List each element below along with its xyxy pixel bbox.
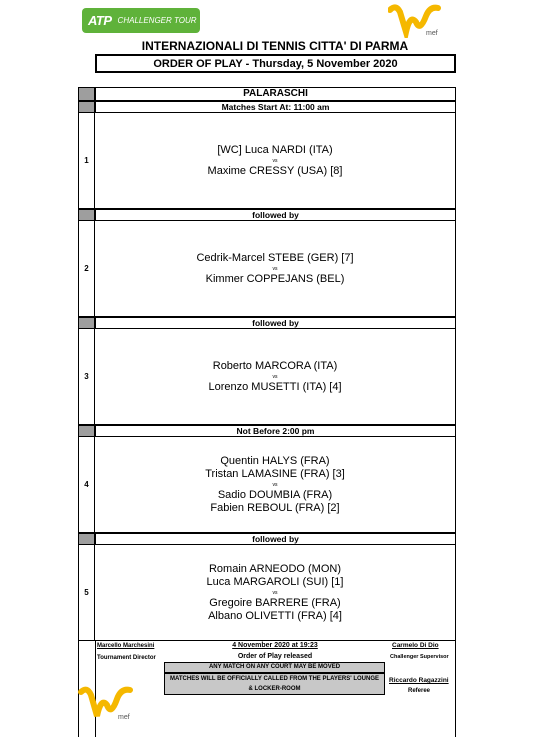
match-row [95, 113, 456, 209]
match-row [95, 329, 456, 425]
mef-logo-icon [78, 684, 138, 722]
player-name: Fabien REBOUL (FRA) [2] [210, 501, 340, 514]
match-number: 3 [78, 329, 95, 425]
match-row [95, 437, 456, 533]
separator-label: followed by [95, 317, 456, 329]
match-number: 5 [78, 545, 95, 641]
player-name: Gregoire BARRERE (FRA) [209, 596, 341, 609]
atp-logo-tour: CHALLENGER TOUR [117, 15, 197, 25]
player-name: Sadio DOUMBIA (FRA) [217, 488, 333, 501]
player-name: Albano OLIVETTI (FRA) [4] [208, 609, 342, 622]
separator-label: followed by [95, 209, 456, 221]
separator-gray [78, 209, 95, 221]
separator-gray [78, 317, 95, 329]
player-name: Romain ARNEODO (MON) [208, 562, 342, 575]
mef-logo-icon [388, 2, 444, 38]
referee-name: Riccardo Ragazzini [389, 677, 449, 684]
separator-label: Not Before 2:00 pm [95, 425, 456, 437]
referee-role: Referee [408, 688, 431, 694]
match-row [95, 221, 456, 317]
player-name: Tristan LAMASINE (FRA) [3] [205, 467, 345, 480]
svg-text:mef: mef [426, 30, 438, 37]
match-number: 2 [78, 221, 95, 317]
vs-label: vs [272, 157, 278, 164]
released-time: 4 November 2020 at 19:23 [232, 642, 318, 649]
separator-gray [78, 533, 95, 545]
vs-label: vs [272, 373, 278, 380]
match-row [95, 545, 456, 641]
director-name: Marcello Marchesini [97, 643, 155, 649]
separator-gray [78, 425, 95, 437]
vs-label: vs [272, 265, 278, 272]
court-name: PALARASCHI [95, 87, 456, 101]
player-name: Cedrik-Marcel STEBE (GER) [7] [196, 251, 354, 264]
director-role: Tournament Director [97, 655, 156, 661]
atp-logo-word: ATP [88, 13, 112, 28]
player-name: Maxime CRESSY (USA) [8] [207, 164, 343, 177]
supervisor-name: Carmelo Di Dio [392, 642, 439, 649]
court-header-gray [78, 87, 95, 101]
vs-label: vs [272, 589, 278, 596]
notice-moved: ANY MATCH ON ANY COURT MAY BE MOVED [164, 662, 385, 673]
vs-label: vs [272, 481, 278, 488]
start-time-label: Matches Start At: 11:00 am [95, 101, 456, 113]
released-label: Order of Play released [237, 653, 313, 660]
atp-challenger-logo [82, 8, 200, 33]
separator-label: followed by [95, 533, 456, 545]
event-title: INTERNAZIONALI DI TENNIS CITTA' DI PARMA [141, 39, 409, 53]
player-name: Luca MARGAROLI (SUI) [1] [206, 575, 344, 588]
player-name: [WC] Luca NARDI (ITA) [217, 143, 333, 156]
player-name: Kimmer COPPEJANS (BEL) [205, 272, 345, 285]
match-number: 1 [78, 113, 95, 209]
order-of-play-title: ORDER OF PLAY - Thursday, 5 November 2020 [95, 54, 456, 73]
player-name: Roberto MARCORA (ITA) [212, 359, 338, 372]
player-name: Quentin HALYS (FRA) [220, 454, 330, 467]
notice-called: MATCHES WILL BE OFFICIALLY CALLED FROM THE PLAYERS' LOUNGE & LOCKER-ROOM [164, 673, 385, 695]
svg-text:mef: mef [118, 714, 130, 721]
supervisor-role: Challenger Supervisor [390, 654, 449, 660]
player-name: Lorenzo MUSETTI (ITA) [4] [208, 380, 342, 393]
match-number: 4 [78, 437, 95, 533]
start-time-gray [78, 101, 95, 113]
